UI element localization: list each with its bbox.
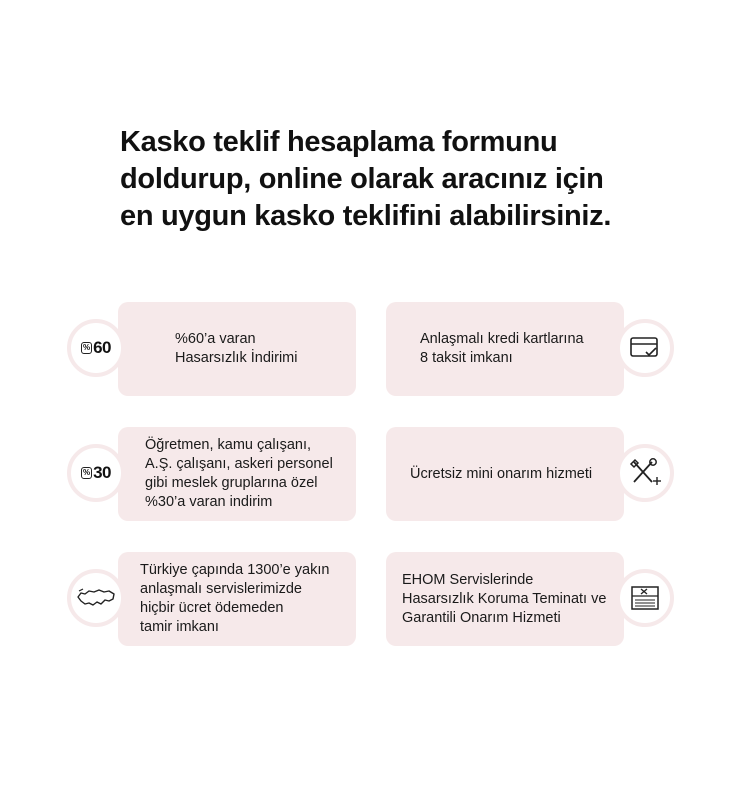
feature-text: Ücretsiz mini onarım hizmeti	[410, 465, 593, 482]
discount-60-badge	[67, 319, 125, 377]
discount-30-badge	[67, 444, 125, 502]
service-garage-icon	[630, 585, 660, 611]
feature-card-occupation-discount	[118, 427, 356, 521]
service-network-badge	[67, 569, 125, 627]
discount-tag-icon: % 60	[82, 338, 112, 357]
turkey-map-icon	[76, 587, 116, 609]
feature-card-ehom-services	[386, 552, 624, 646]
discount-tag-icon: % 30	[82, 463, 112, 482]
feature-card-mini-repair	[386, 427, 624, 521]
feature-text: Anlaşmalı kredi kartlarına 8 taksit imkanı	[420, 331, 584, 366]
page-headline: Kasko teklif hesaplama formunu doldurup, online olarak aracınız için en uygun kasko teklifini alabilirsiniz.	[120, 126, 612, 232]
ehom-service-badge	[616, 569, 674, 627]
feature-card-no-claim-discount	[118, 302, 356, 396]
feature-text: Öğretmen, kamu çalışanı, A.Ş. çalışanı, askeri personel gibi meslek gruplarına özel %30’a varan indirim	[145, 437, 333, 510]
feature-text: %60’a varan Hasarsızlık İndirimi	[175, 331, 298, 366]
feature-card-installments	[386, 302, 624, 396]
feature-text: EHOM Servislerinde Hasarsızlık Koruma Teminatı ve Garantili Onarım Hizmeti	[402, 571, 607, 626]
credit-card-badge	[616, 319, 674, 377]
mini-repair-badge	[616, 444, 674, 502]
credit-card-check-icon	[630, 336, 660, 360]
feature-text: Türkiye çapında 1300’e yakın anlaşmalı servislerimizde hiçbir ücret ödemeden tamir imkanı	[140, 562, 330, 635]
crossed-tools-icon	[629, 458, 661, 488]
feature-card-service-network	[118, 552, 356, 646]
